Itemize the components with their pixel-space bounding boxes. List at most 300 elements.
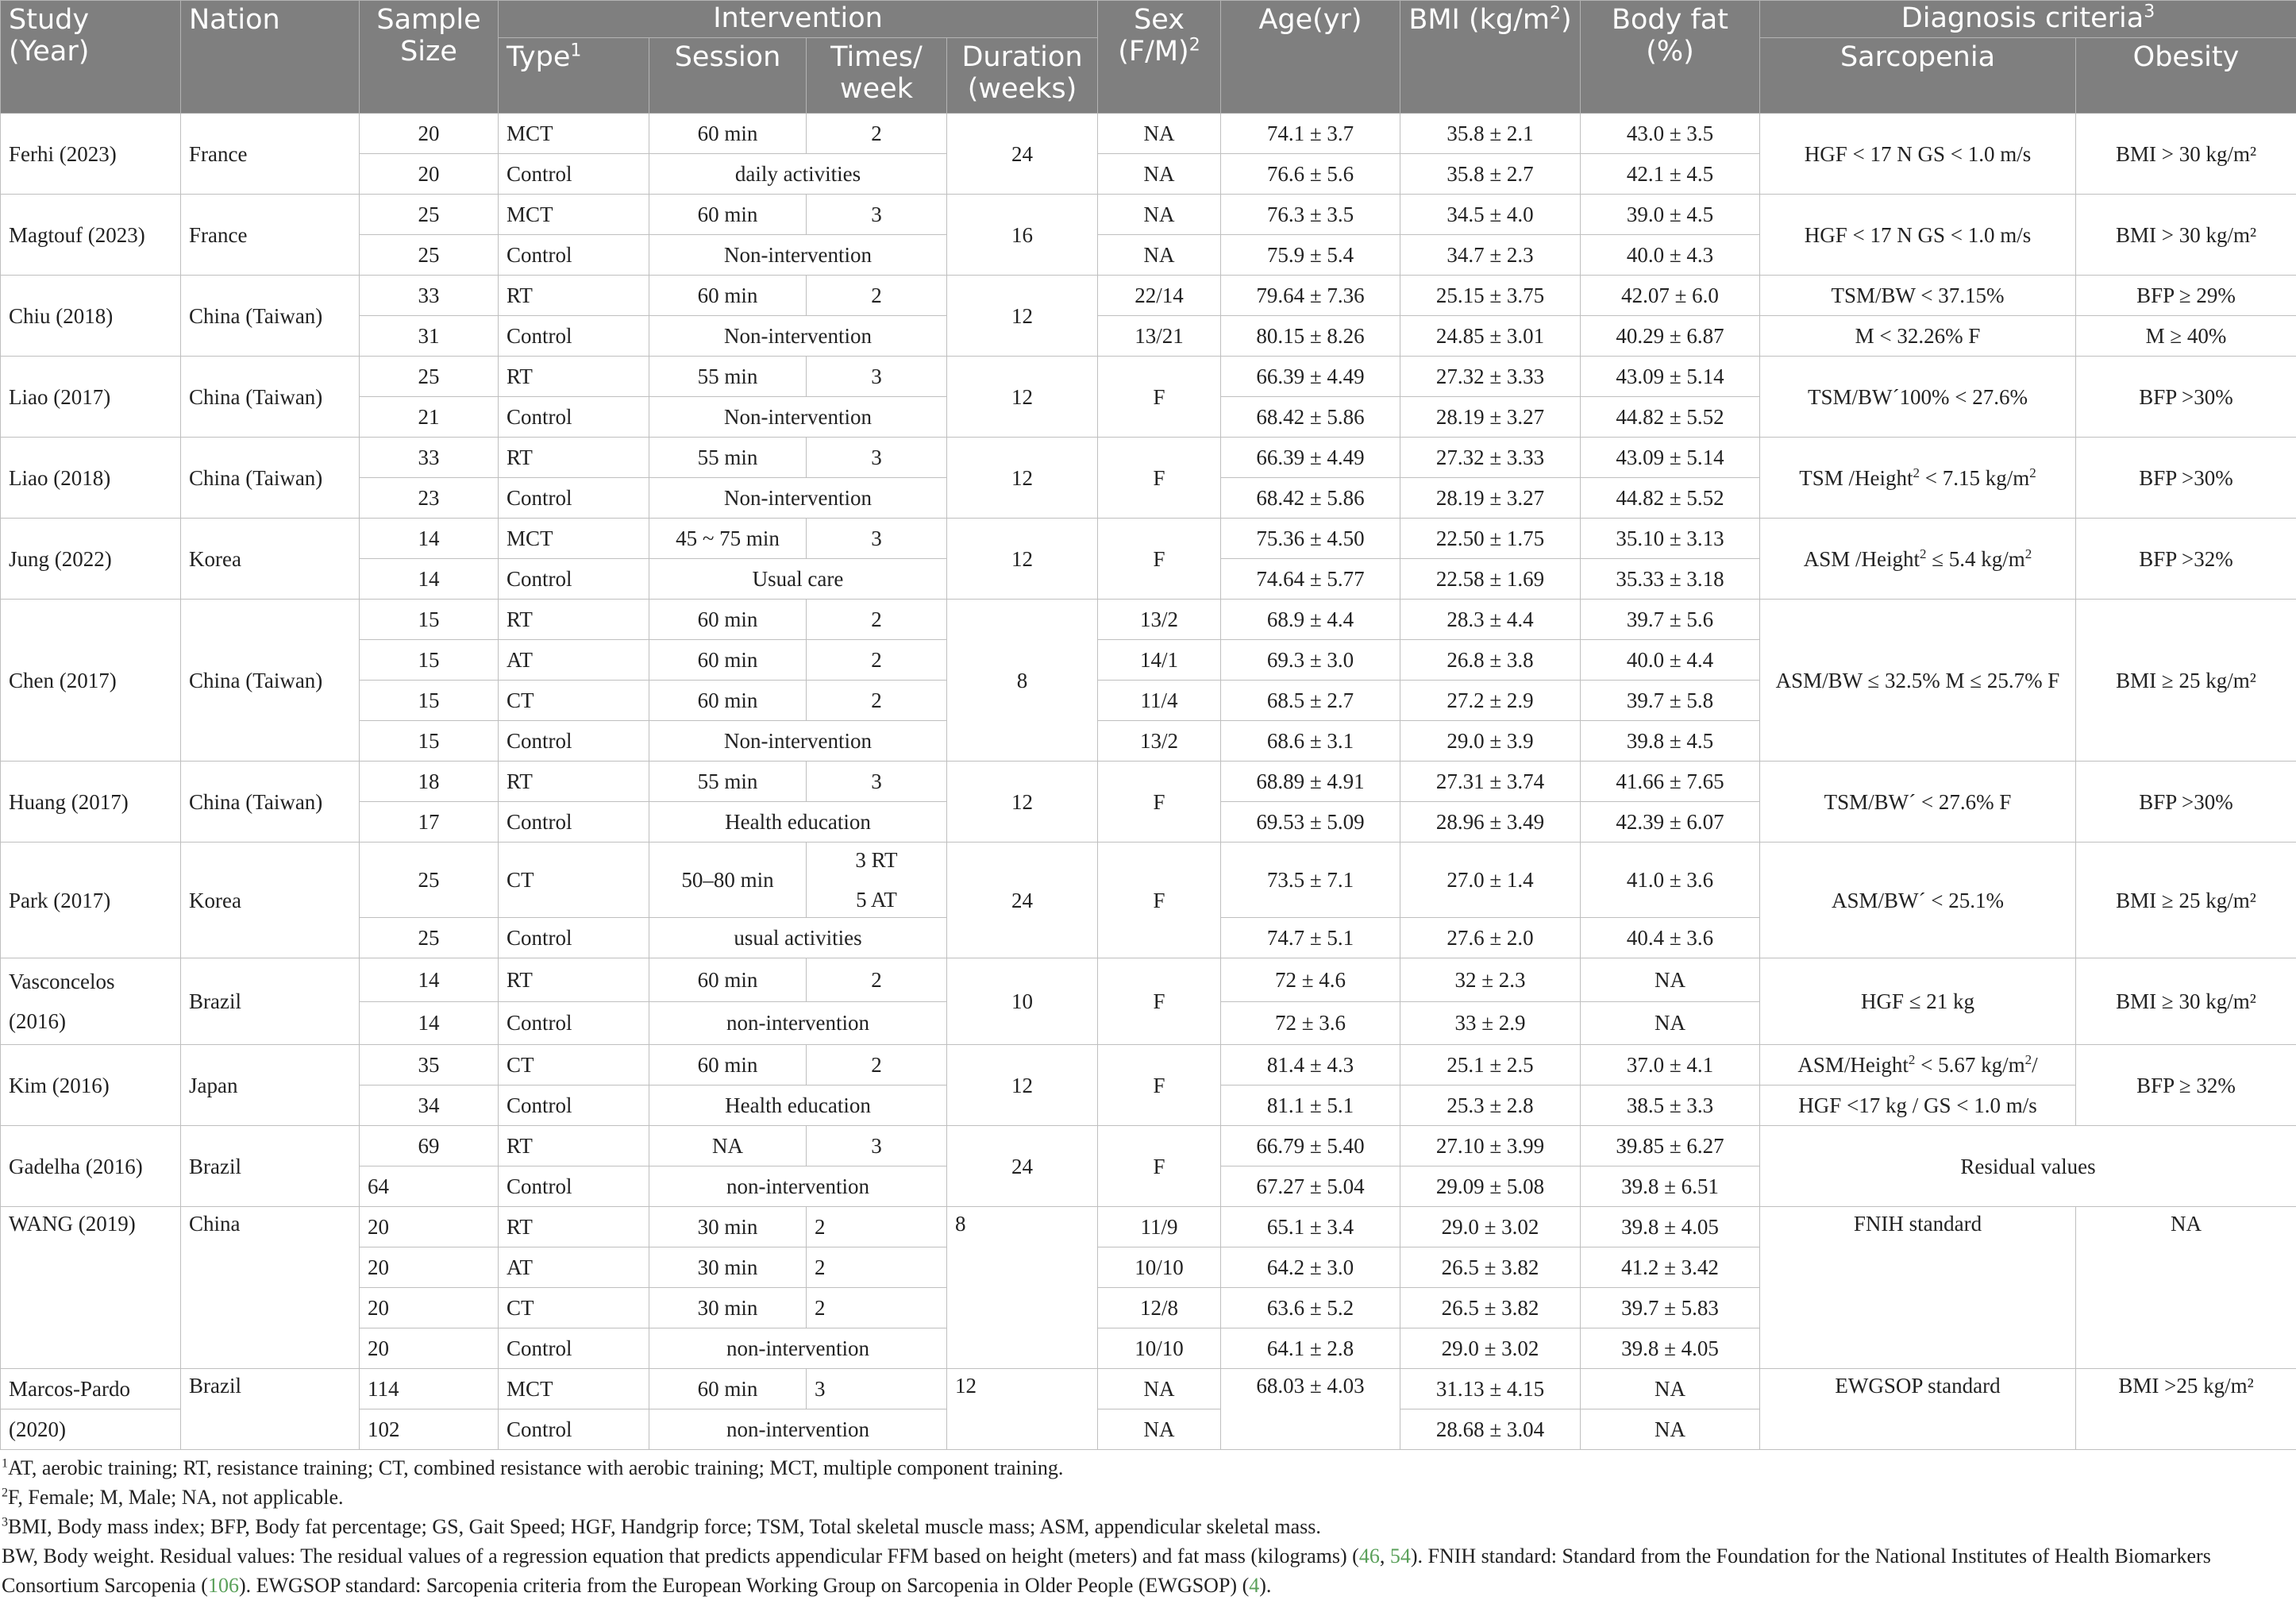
nation-cell: Brazil — [181, 1126, 360, 1207]
table-row — [1, 357, 2296, 397]
type-cell: RT — [499, 958, 649, 1002]
age-cell: 67.27 ± 5.04 — [1221, 1166, 1400, 1207]
sarcopenia-cell: HGF <17 kg / GS < 1.0 m/s — [1760, 1085, 2076, 1126]
bmi-cell: 22.58 ± 1.69 — [1400, 559, 1581, 600]
sample-size-cell: 25 — [360, 195, 499, 235]
nation-cell: China (Taiwan) — [181, 357, 360, 438]
session-cell: 55 min — [649, 762, 807, 802]
sarcopenia-cell: HGF < 17 N GS < 1.0 m/s — [1760, 114, 2076, 195]
sex-cell: NA — [1098, 114, 1221, 154]
session-cell: Non-intervention — [649, 235, 947, 276]
sarcopenia-cell: ASM/BW ≤ 32.5% M ≤ 25.7% F — [1760, 600, 2076, 762]
age-cell: 76.6 ± 5.6 — [1221, 154, 1400, 195]
body-fat-cell: 42.39 ± 6.07 — [1581, 802, 1760, 843]
sarcopenia-cell: HGF ≤ 21 kg — [1760, 958, 2076, 1045]
type-cell: Control — [499, 1328, 649, 1369]
reference-link[interactable]: 4 — [1249, 1574, 1260, 1597]
sarcopenia-cell: TSM/BW < 37.15% — [1760, 276, 2076, 316]
body-fat-cell: 39.8 ± 6.51 — [1581, 1166, 1760, 1207]
obesity-cell: BMI ≥ 25 kg/m² — [2076, 843, 2296, 958]
bmi-cell: 28.19 ± 3.27 — [1400, 397, 1581, 438]
sex-cell: 10/10 — [1098, 1328, 1221, 1369]
type-cell: MCT — [499, 1369, 649, 1409]
times-cell: 2 — [807, 114, 947, 154]
sarcopenia-cell: FNIH standard — [1760, 1207, 2076, 1369]
type-cell: Control — [499, 918, 649, 958]
type-cell: Control — [499, 397, 649, 438]
times-cell: 2 — [807, 1247, 947, 1288]
study-cell: Vasconcelos (2016) — [1, 958, 181, 1045]
session-cell: Non-intervention — [649, 478, 947, 519]
table-row — [1, 195, 2296, 235]
nation-cell: China (Taiwan) — [181, 600, 360, 762]
times-cell: 2 — [807, 600, 947, 640]
sample-size-cell: 14 — [360, 559, 499, 600]
sarcopenia-cell: ASM /Height$^2$ ≤ 5.4 $kg/m^2$ — [1760, 519, 2076, 600]
session-cell: 60 min — [649, 640, 807, 681]
type-cell: CT — [499, 1288, 649, 1328]
sample-size-cell: 34 — [360, 1085, 499, 1126]
age-cell: 68.42 ± 5.86 — [1221, 397, 1400, 438]
age-cell: 65.1 ± 3.4 — [1221, 1207, 1400, 1247]
table-row — [1, 958, 2296, 1002]
session-cell: non-intervention — [649, 1001, 947, 1045]
age-cell: 72 ± 4.6 — [1221, 958, 1400, 1002]
session-cell: 60 min — [649, 195, 807, 235]
session-cell: 50–80 min — [649, 843, 807, 918]
sample-size-cell: 25 — [360, 235, 499, 276]
session-cell: 30 min — [649, 1247, 807, 1288]
sample-size-cell: 20 — [360, 1207, 499, 1247]
times-cell: 2 — [807, 640, 947, 681]
session-cell: non-intervention — [649, 1409, 947, 1450]
age-cell: 68.9 ± 4.4 — [1221, 600, 1400, 640]
table-row — [1, 843, 2296, 918]
reference-link[interactable]: 54 — [1389, 1544, 1411, 1568]
type-cell: Control — [499, 1166, 649, 1207]
sample-size-cell: 14 — [360, 958, 499, 1002]
times-cell: 3 — [807, 519, 947, 559]
bmi-cell: 29.09 ± 5.08 — [1400, 1166, 1581, 1207]
sex-cell: F — [1098, 762, 1221, 843]
sample-size-cell: 14 — [360, 519, 499, 559]
age-cell: 81.4 ± 4.3 — [1221, 1045, 1400, 1085]
header-times-week: Times/ week — [807, 38, 947, 114]
type-cell: RT — [499, 438, 649, 478]
type-cell: Control — [499, 316, 649, 357]
sample-size-cell: 15 — [360, 600, 499, 640]
header-bmi: BMI $(kg/m^2)$ — [1400, 1, 1581, 114]
bmi-cell: 27.32 ± 3.33 — [1400, 438, 1581, 478]
body-fat-cell: 43.09 ± 5.14 — [1581, 357, 1760, 397]
session-cell: 60 min — [649, 958, 807, 1002]
sex-cell: F — [1098, 958, 1221, 1045]
sex-cell: F — [1098, 357, 1221, 438]
times-cell: 2 — [807, 1045, 947, 1085]
table-footnotes — [2, 1453, 2288, 1600]
session-cell: Health education — [649, 802, 947, 843]
session-cell: usual activities — [649, 918, 947, 958]
times-cell: 3 — [807, 357, 947, 397]
body-fat-cell: 39.8 ± 4.05 — [1581, 1207, 1760, 1247]
bmi-cell: 24.85 ± 3.01 — [1400, 316, 1581, 357]
sarcopenia-cell: ASM/BW´ < 25.1% — [1760, 843, 2076, 958]
body-fat-cell: 40.0 ± 4.4 — [1581, 640, 1760, 681]
sex-cell: F — [1098, 438, 1221, 519]
body-fat-cell: 39.0 ± 4.5 — [1581, 195, 1760, 235]
session-cell: 60 min — [649, 1369, 807, 1409]
body-fat-cell: 44.82 ± 5.52 — [1581, 478, 1760, 519]
body-fat-cell: 42.1 ± 4.5 — [1581, 154, 1760, 195]
type-cell: RT — [499, 1207, 649, 1247]
sex-cell: 11/4 — [1098, 681, 1221, 721]
type-cell: RT — [499, 600, 649, 640]
bmi-cell: 22.50 ± 1.75 — [1400, 519, 1581, 559]
duration-cell: 16 — [947, 195, 1098, 276]
study-cell: Liao (2017) — [1, 357, 181, 438]
sex-cell: F — [1098, 1126, 1221, 1207]
table-row — [1, 762, 2296, 802]
sample-size-cell: 33 — [360, 438, 499, 478]
sarcopenia-cell: TSM/BW´100% < 27.6% — [1760, 357, 2076, 438]
study-cell: Magtouf (2023) — [1, 195, 181, 276]
age-cell: 68.89 ± 4.91 — [1221, 762, 1400, 802]
times-cell: 2 — [807, 681, 947, 721]
body-fat-cell: 41.66 ± 7.65 — [1581, 762, 1760, 802]
sex-cell: 13/2 — [1098, 721, 1221, 762]
sample-size-cell: 102 — [360, 1409, 499, 1450]
age-cell: 75.36 ± 4.50 — [1221, 519, 1400, 559]
session-cell: 55 min — [649, 438, 807, 478]
times-cell: 3 — [807, 1369, 947, 1409]
type-cell: RT — [499, 1126, 649, 1166]
age-cell: 64.1 ± 2.8 — [1221, 1328, 1400, 1369]
age-cell: 69.3 ± 3.0 — [1221, 640, 1400, 681]
footnote-4: BW, Body weight. Residual values: The residual values of a regression equation that predicts appendicular FFM based on height (meters) and fat mass (kilograms) (46, 54). FNIH standard: Standard from the Foundation for the National Institutes of Health Biomarkers — [2, 1544, 2211, 1568]
nation-cell: Brazil — [181, 958, 360, 1045]
obesity-cell: BMI >25 kg/m² — [2076, 1369, 2296, 1450]
footnote-5: Consortium Sarcopenia (106). EWGSOP standard: Sarcopenia criteria from the European Working Group on Sarcopenia in Older People (EWGSOP) (4). — [2, 1574, 1272, 1597]
age-cell: 72 ± 3.6 — [1221, 1001, 1400, 1045]
sex-cell: 22/14 — [1098, 276, 1221, 316]
bmi-cell: 35.8 ± 2.7 — [1400, 154, 1581, 195]
age-cell: 63.6 ± 5.2 — [1221, 1288, 1400, 1328]
sarcopenia-cell: M < 32.26% F — [1760, 316, 2076, 357]
duration-cell: 24 — [947, 843, 1098, 958]
type-cell: RT — [499, 762, 649, 802]
table-row — [1, 1045, 2296, 1085]
body-fat-cell: 41.0 ± 3.6 — [1581, 843, 1760, 918]
session-cell: Non-intervention — [649, 721, 947, 762]
bmi-cell: 28.68 ± 3.04 — [1400, 1409, 1581, 1450]
header-sarcopenia: Sarcopenia — [1760, 38, 2076, 114]
table-row — [1, 1126, 2296, 1166]
table-row — [1, 1207, 2296, 1247]
study-cell: Marcos-Pardo — [1, 1369, 181, 1409]
body-fat-cell: 39.7 ± 5.83 — [1581, 1288, 1760, 1328]
session-cell: 55 min — [649, 357, 807, 397]
bmi-cell: 28.96 ± 3.49 — [1400, 802, 1581, 843]
body-fat-cell: 39.7 ± 5.8 — [1581, 681, 1760, 721]
bmi-cell: 35.8 ± 2.1 — [1400, 114, 1581, 154]
obesity-cell: BFP >32% — [2076, 519, 2296, 600]
age-cell: 68.6 ± 3.1 — [1221, 721, 1400, 762]
sex-cell: 10/10 — [1098, 1247, 1221, 1288]
bmi-cell: 27.0 ± 1.4 — [1400, 843, 1581, 918]
sex-cell: 12/8 — [1098, 1288, 1221, 1328]
session-cell: Non-intervention — [649, 316, 947, 357]
sample-size-cell: 20 — [360, 114, 499, 154]
table-row — [1, 1369, 2296, 1409]
duration-cell: 12 — [947, 519, 1098, 600]
body-fat-cell: 43.09 ± 5.14 — [1581, 438, 1760, 478]
age-cell: 73.5 ± 7.1 — [1221, 843, 1400, 918]
session-cell: 45 ~ 75 min — [649, 519, 807, 559]
sample-size-cell: 21 — [360, 397, 499, 438]
session-cell: 60 min — [649, 681, 807, 721]
bmi-cell: 27.32 ± 3.33 — [1400, 357, 1581, 397]
table-row — [1, 438, 2296, 478]
session-cell: 60 min — [649, 114, 807, 154]
sarcopenia-cell: EWGSOP standard — [1760, 1369, 2076, 1450]
header-row-1 — [1, 1, 2296, 38]
nation-cell: China — [181, 1207, 360, 1369]
sample-size-cell: 14 — [360, 1001, 499, 1045]
bmi-cell: 28.3 ± 4.4 — [1400, 600, 1581, 640]
footnote-2: $^2$F, Female; M, Male; NA, not applicable. — [2, 1486, 344, 1509]
header-study: Study (Year) — [1, 1, 181, 114]
sample-size-cell: 20 — [360, 1247, 499, 1288]
age-cell: 66.39 ± 4.49 — [1221, 438, 1400, 478]
header-intervention: Intervention — [499, 1, 1098, 38]
study-cell: Huang (2017) — [1, 762, 181, 843]
sex-cell: F — [1098, 843, 1221, 958]
type-cell: Control — [499, 235, 649, 276]
table-row — [1, 276, 2296, 316]
type-cell: CT — [499, 681, 649, 721]
table-row — [1, 114, 2296, 154]
bmi-cell: 27.31 ± 3.74 — [1400, 762, 1581, 802]
age-cell: 66.79 ± 5.40 — [1221, 1126, 1400, 1166]
header-sex: Sex $(F/M)^2$ — [1098, 1, 1221, 114]
times-cell: 2 — [807, 1207, 947, 1247]
study-cell: WANG (2019) — [1, 1207, 181, 1369]
body-fat-cell: NA — [1581, 1369, 1760, 1409]
duration-cell: 12 — [947, 762, 1098, 843]
obesity-cell: BFP >30% — [2076, 762, 2296, 843]
age-cell: 64.2 ± 3.0 — [1221, 1247, 1400, 1288]
sample-size-cell: 20 — [360, 1288, 499, 1328]
body-fat-cell: 40.0 ± 4.3 — [1581, 235, 1760, 276]
times-cell: 3 RT 5 AT — [807, 843, 947, 918]
type-cell: Control — [499, 559, 649, 600]
sex-cell: NA — [1098, 195, 1221, 235]
session-cell: daily activities — [649, 154, 947, 195]
obesity-cell: BMI > 30 kg/m² — [2076, 114, 2296, 195]
body-fat-cell: 44.82 ± 5.52 — [1581, 397, 1760, 438]
duration-cell: 24 — [947, 1126, 1098, 1207]
session-cell: 60 min — [649, 600, 807, 640]
session-cell: 30 min — [649, 1288, 807, 1328]
header-age: Age(yr) — [1221, 1, 1400, 114]
bmi-cell: 25.15 ± 3.75 — [1400, 276, 1581, 316]
age-cell: 74.1 ± 3.7 — [1221, 114, 1400, 154]
body-fat-cell: 42.07 ± 6.0 — [1581, 276, 1760, 316]
header-body-fat: Body fat (%) — [1581, 1, 1760, 114]
obesity-cell: NA — [2076, 1207, 2296, 1369]
bmi-cell: 29.0 ± 3.02 — [1400, 1207, 1581, 1247]
nation-cell: France — [181, 114, 360, 195]
type-cell: Control — [499, 1409, 649, 1450]
sample-size-cell: 20 — [360, 154, 499, 195]
type-cell: CT — [499, 1045, 649, 1085]
body-fat-cell: 39.8 ± 4.5 — [1581, 721, 1760, 762]
sample-size-cell: 20 — [360, 1328, 499, 1369]
body-fat-cell: NA — [1581, 1409, 1760, 1450]
reference-link[interactable]: 106 — [207, 1574, 239, 1597]
bmi-cell: 34.5 ± 4.0 — [1400, 195, 1581, 235]
obesity-cell: BFP >30% — [2076, 357, 2296, 438]
times-cell: 3 — [807, 762, 947, 802]
nation-cell: Korea — [181, 519, 360, 600]
type-cell: RT — [499, 357, 649, 397]
bmi-cell: 34.7 ± 2.3 — [1400, 235, 1581, 276]
header-session: Session — [649, 38, 807, 114]
body-fat-cell: 38.5 ± 3.3 — [1581, 1085, 1760, 1126]
body-fat-cell: NA — [1581, 1001, 1760, 1045]
header-type: Type$^1$ — [499, 38, 649, 114]
sample-size-cell: 31 — [360, 316, 499, 357]
study-cell: Gadelha (2016) — [1, 1126, 181, 1207]
body-fat-cell: 35.33 ± 3.18 — [1581, 559, 1760, 600]
bmi-cell: 26.5 ± 3.82 — [1400, 1288, 1581, 1328]
duration-cell: 8 — [947, 600, 1098, 762]
type-cell: MCT — [499, 195, 649, 235]
header-sample-size: Sample Size — [360, 1, 499, 114]
bmi-cell: 27.10 ± 3.99 — [1400, 1126, 1581, 1166]
sample-size-cell: 18 — [360, 762, 499, 802]
nation-cell: Korea — [181, 843, 360, 958]
type-cell: RT — [499, 276, 649, 316]
duration-cell: 12 — [947, 357, 1098, 438]
sex-cell: 14/1 — [1098, 640, 1221, 681]
sex-cell: NA — [1098, 1369, 1221, 1409]
session-cell: non-intervention — [649, 1166, 947, 1207]
header-nation: Nation — [181, 1, 360, 114]
sex-cell: F — [1098, 1045, 1221, 1126]
bmi-cell: 25.3 ± 2.8 — [1400, 1085, 1581, 1126]
nation-cell: France — [181, 195, 360, 276]
reference-link[interactable]: 46 — [1358, 1544, 1380, 1568]
body-fat-cell: 40.4 ± 3.6 — [1581, 918, 1760, 958]
sample-size-cell: 33 — [360, 276, 499, 316]
nation-cell: Japan — [181, 1045, 360, 1126]
body-fat-cell: 43.0 ± 3.5 — [1581, 114, 1760, 154]
sample-size-cell: 35 — [360, 1045, 499, 1085]
body-fat-cell: 37.0 ± 4.1 — [1581, 1045, 1760, 1085]
times-cell: 3 — [807, 1126, 947, 1166]
header-obesity: Obesity — [2076, 38, 2296, 114]
age-cell: 68.42 ± 5.86 — [1221, 478, 1400, 519]
bmi-cell: 27.2 ± 2.9 — [1400, 681, 1581, 721]
times-cell: 2 — [807, 276, 947, 316]
age-cell: 69.53 ± 5.09 — [1221, 802, 1400, 843]
type-cell: Control — [499, 1001, 649, 1045]
sex-cell: 11/9 — [1098, 1207, 1221, 1247]
times-cell: 2 — [807, 958, 947, 1002]
study-cell: Kim (2016) — [1, 1045, 181, 1126]
body-fat-cell: 41.2 ± 3.42 — [1581, 1247, 1760, 1288]
sample-size-cell: 15 — [360, 721, 499, 762]
duration-cell: 10 — [947, 958, 1098, 1045]
study-cell: Liao (2018) — [1, 438, 181, 519]
duration-cell: 12 — [947, 276, 1098, 357]
sex-cell: 13/2 — [1098, 600, 1221, 640]
sample-size-cell: 15 — [360, 640, 499, 681]
sarcopenia-cell: HGF < 17 N GS < 1.0 m/s — [1760, 195, 2076, 276]
sample-size-cell: 23 — [360, 478, 499, 519]
type-cell: Control — [499, 802, 649, 843]
sex-cell: NA — [1098, 154, 1221, 195]
study-cell: (2020) — [1, 1409, 181, 1450]
session-cell: 30 min — [649, 1207, 807, 1247]
study-cell: Chen (2017) — [1, 600, 181, 762]
obesity-cell: M ≥ 40% — [2076, 316, 2296, 357]
bmi-cell: 31.13 ± 4.15 — [1400, 1369, 1581, 1409]
obesity-cell: BFP ≥ 32% — [2076, 1045, 2296, 1126]
study-cell: Park (2017) — [1, 843, 181, 958]
type-cell: AT — [499, 640, 649, 681]
session-cell: 60 min — [649, 276, 807, 316]
study-cell: Chiu (2018) — [1, 276, 181, 357]
sample-size-cell: 64 — [360, 1166, 499, 1207]
footnote-1: $^1$AT, aerobic training; RT, resistance training; CT, combined resistance with aerobic training; MCT, multiple component training. — [2, 1456, 1064, 1479]
study-cell: Ferhi (2023) — [1, 114, 181, 195]
type-cell: Control — [499, 154, 649, 195]
duration-cell: 12 — [947, 438, 1098, 519]
body-fat-cell: 40.29 ± 6.87 — [1581, 316, 1760, 357]
sample-size-cell: 114 — [360, 1369, 499, 1409]
type-cell: MCT — [499, 114, 649, 154]
bmi-cell: 26.8 ± 3.8 — [1400, 640, 1581, 681]
duration-cell: 24 — [947, 114, 1098, 195]
session-cell: Non-intervention — [649, 397, 947, 438]
duration-cell: 12 — [947, 1045, 1098, 1126]
sample-size-cell: 25 — [360, 843, 499, 918]
bmi-cell: 27.6 ± 2.0 — [1400, 918, 1581, 958]
obesity-cell: BFP >30% — [2076, 438, 2296, 519]
body-fat-cell: 39.8 ± 4.05 — [1581, 1328, 1760, 1369]
sample-size-cell: 25 — [360, 918, 499, 958]
type-cell: Control — [499, 1085, 649, 1126]
bmi-cell: 29.0 ± 3.9 — [1400, 721, 1581, 762]
sarcopenia-cell: TSM/BW´ < 27.6% F — [1760, 762, 2076, 843]
age-cell: 76.3 ± 3.5 — [1221, 195, 1400, 235]
body-fat-cell: NA — [1581, 958, 1760, 1002]
session-cell: non-intervention — [649, 1328, 947, 1369]
study-cell: Jung (2022) — [1, 519, 181, 600]
obesity-cell: BFP ≥ 29% — [2076, 276, 2296, 316]
session-cell: Health education — [649, 1085, 947, 1126]
age-cell: 66.39 ± 4.49 — [1221, 357, 1400, 397]
sarcopenia-cell: TSM /Height$^2$ < 7.15 $kg/m^2$ — [1760, 438, 2076, 519]
type-cell: MCT — [499, 519, 649, 559]
nation-cell: China (Taiwan) — [181, 762, 360, 843]
obesity-cell: BMI > 30 kg/m² — [2076, 195, 2296, 276]
bmi-cell: 29.0 ± 3.02 — [1400, 1328, 1581, 1369]
times-cell: 3 — [807, 195, 947, 235]
body-fat-cell: 39.85 ± 6.27 — [1581, 1126, 1760, 1166]
